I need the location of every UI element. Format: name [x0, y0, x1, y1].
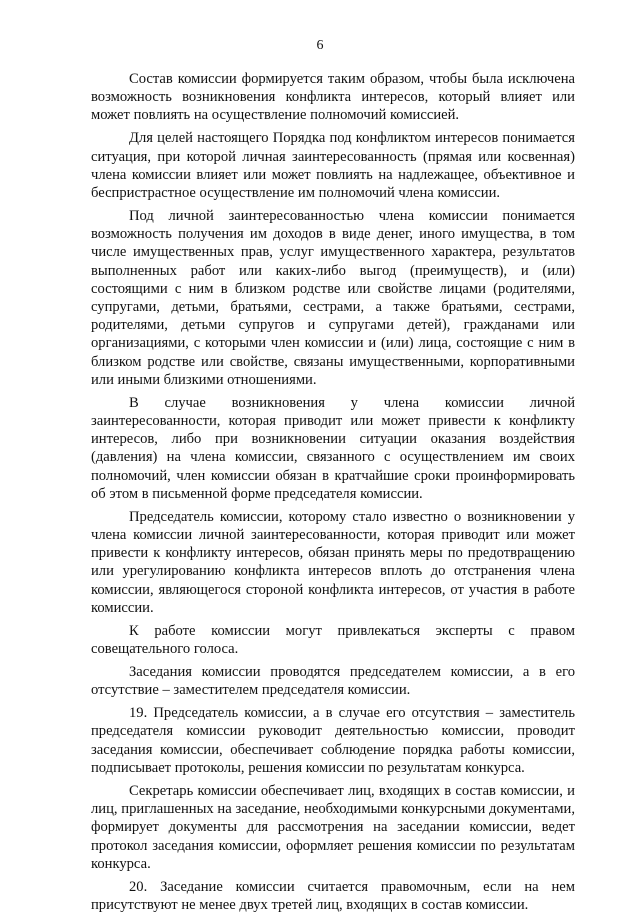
- paragraph-item-20: 20. Заседание комиссии считается правомочным, если на нем присутствуют не менее двух третей лиц, входящих в состав комиссии.: [91, 878, 575, 913]
- paragraph-meetings: Заседания комиссии проводятся председателем комиссии, а в его отсутствие – заместителем председателя комиссии.: [91, 664, 575, 699]
- paragraph-notify-chair: В случае возникновения у члена комиссии личной заинтересованности, которая приводит или может привести к конфликту интересов, либо при возникновении ситуации оказания воздействия (давления) на члена комиссии, связанного с осуществлением им своих полномочий, член комиссии обязан в кратчайшие сроки проинформировать об этом в письменной форме председателя комиссии.: [91, 394, 575, 502]
- paragraph-experts: К работе комиссии могут привлекаться эксперты с правом совещательного голоса.: [91, 622, 575, 658]
- paragraph-item-19: 19. Председатель комиссии, а в случае его отсутствия – заместитель председателя комиссии руководит деятельностью комиссии, проводит заседания комиссии, обеспечивает соблюдение порядка работы комиссии, подписывает протоколы, решения комиссии по результатам конкурса.: [91, 705, 575, 776]
- paragraph-personal-interest: Под личной заинтересованностью члена комиссии понимается возможность получения им доходов в виде денег, иного имущества, в том числе имущественных прав, услуг имущественного характера, результатов выполненных работ или каких-либо выгод (преимуществ), и (или) состоящими с ним в близком родстве или свойстве лицами (родителями, супругами, детьми, братьями, сестрами, а также братьями, сестрами, родителями, детьми супругов и супругами детей), гражданами или организациями, с которыми член комиссии и (или) лица, состоящие с ним в близком родстве или свойстве, связаны имущественными, корпоративными или иными близкими отношениями.: [91, 208, 575, 388]
- page-number: 6: [316, 38, 324, 53]
- paragraph-secretary: Секретарь комиссии обеспечивает лиц, входящих в состав комиссии, и лиц, приглашенных на заседание, необходимыми конкурсными документами, формирует документы для рассмотрения на заседании комиссии, ведет протокол заседания комиссии, оформляет решения комиссии по результатам конкурса.: [91, 782, 575, 872]
- paragraph-chair-measures: Председатель комиссии, которому стало известно о возникновении у члена комиссии личной заинтересованности, которая приводит или может привести к конфликту интересов, обязан принять меры по предотвращению или урегулированию конфликта интересов вплоть до отстранения члена комиссии, являющегося стороной конфликта интересов, от участия в работе комиссии.: [91, 508, 575, 616]
- paragraph-conflict-definition: Для целей настоящего Порядка под конфликтом интересов понимается ситуация, при которой личная заинтересованность (прямая или косвенная) члена комиссии влияет или может повлиять на надлежащее, объективное и беспристрастное осуществление им полномочий члена комиссии.: [91, 130, 575, 202]
- document-body: [91, 70, 575, 919]
- paragraph-composition: Состав комиссии формируется таким образом, чтобы была исключена возможность возникновения конфликта интересов, который влияет или может повлиять на осуществление полномочий комиссией.: [91, 71, 575, 124]
